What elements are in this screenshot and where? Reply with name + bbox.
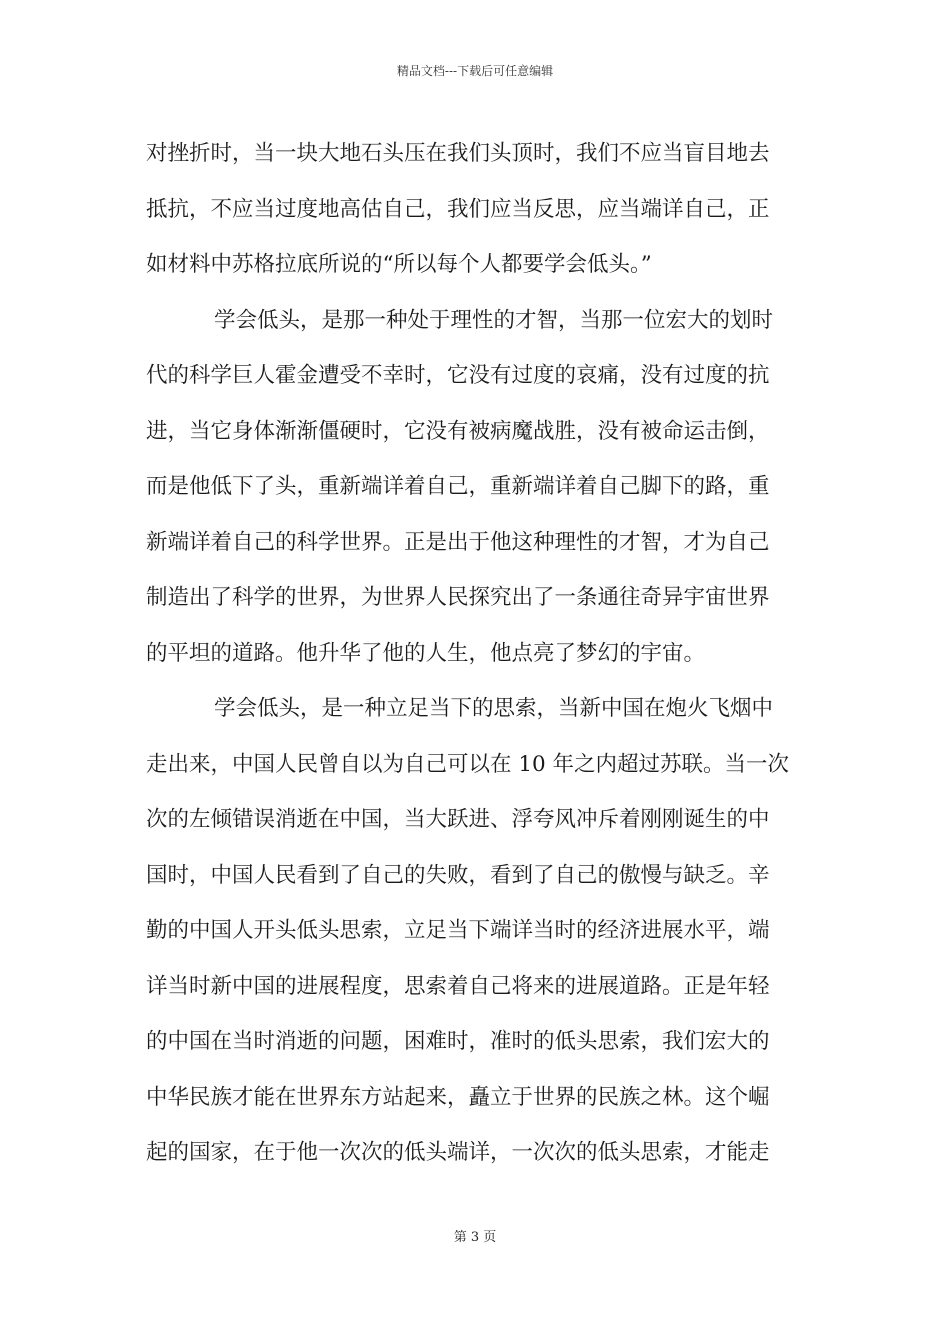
text-line: 的平坦的道路。他升华了他的人生，他点亮了梦幻的宇宙。 xyxy=(146,640,706,666)
text-line: 详当时新中国的进展程度，思索着自己将来的进展道路。正是年轻 xyxy=(146,973,770,999)
paragraph-first-line: 学会低头，是那一种处于理性的才智，当那一位宏大的划时 xyxy=(214,307,774,333)
text-line: 中华民族才能在世界东方站起来，矗立于世界的民族之林。这个崛 xyxy=(146,1084,770,1110)
text-line: 代的科学巨人霍金遭受不幸时，它没有过度的哀痛，没有过度的抗 xyxy=(146,363,770,388)
paragraph-first-line: 学会低头，是一种立足当下的思索，当新中国在炮火飞烟中 xyxy=(214,696,774,721)
page-number: 第 3 页 xyxy=(453,1230,497,1245)
text-line: 国时，中国人民看到了自己的失败，看到了自己的傲慢与缺乏。辛 xyxy=(146,862,770,888)
text-line: 新端详着自己的科学世界。正是出于他这种理性的才智，才为自己 xyxy=(146,529,770,555)
text-line: 次的左倾错误消逝在中国，当大跃进、浮夸风冲斥着刚刚诞生的中 xyxy=(146,807,770,832)
text-line: 如材料中苏格拉底所说的“所以每个人都要学会低头。” xyxy=(146,252,652,277)
text-line: 抵抗，不应当过度地高估自己，我们应当反思，应当端详自己，正 xyxy=(146,196,770,222)
page-header: 精品文档---下载后可任意编辑 xyxy=(396,64,554,78)
text-line: 制造出了科学的世界，为世界人民探究出了一条通往奇异宇宙世界 xyxy=(146,585,770,610)
text-line: 而是他低下了头，重新端详着自己，重新端详着自己脚下的路，重 xyxy=(146,474,770,499)
text-line: 的中国在当时消逝的问题，困难时，准时的低头思索，我们宏大的 xyxy=(146,1029,770,1054)
text-line: 起的国家，在于他一次次的低头端详，一次次的低头思索，才能走 xyxy=(146,1140,770,1165)
text-line: 进，当它身体渐渐僵硬时，它没有被病魔战胜，没有被命运击倒， xyxy=(146,418,770,444)
text-line: 走出来，中国人民曾自以为自己可以在 10 年之内超过苏联。当一次 xyxy=(146,751,790,777)
body-text xyxy=(146,132,806,1187)
text-line: 勤的中国人开头低头思索，立足当下端详当时的经济进展水平，端 xyxy=(146,918,770,943)
text-line: 对挫折时，当一块大地石头压在我们头顶时，我们不应当盲目地去 xyxy=(146,141,770,166)
